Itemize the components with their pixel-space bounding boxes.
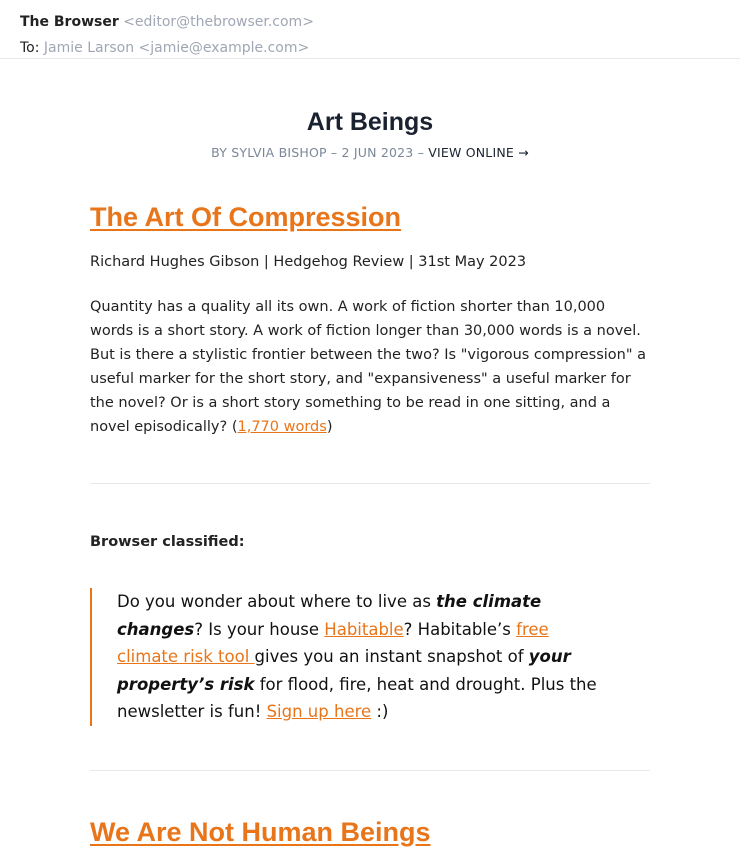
email-header bbox=[0, 0, 740, 59]
climate-risk-tool-link[interactable]: free climate risk tool bbox=[117, 619, 549, 666]
article-1 bbox=[90, 200, 650, 238]
divider bbox=[90, 483, 650, 484]
article-2-title-link[interactable]: We Are Not Human Beings bbox=[90, 816, 431, 847]
ad-text: ? Habitable’s bbox=[403, 619, 517, 639]
ad-text: for flood, fire, heat and drought. Plus the newsletter is fun! bbox=[117, 674, 597, 721]
article-1-title-link[interactable]: The Art Of Compression bbox=[90, 202, 402, 232]
ad-emphasis: your property’s risk bbox=[117, 647, 571, 694]
classified-label: Browser classified: bbox=[90, 534, 245, 550]
ad-emphasis: the climate changes bbox=[117, 592, 542, 639]
byline bbox=[90, 145, 650, 160]
article-1-summary bbox=[90, 295, 650, 439]
sender-email: <editor@thebrowser.com> bbox=[123, 14, 314, 30]
article-1-meta: Richard Hughes Gibson | Hedgehog Review | 31st May 2023 bbox=[90, 254, 527, 270]
view-online-link[interactable]: VIEW ONLINE → bbox=[428, 145, 529, 160]
summary-end: ) bbox=[326, 419, 333, 435]
byline-text: BY SYLVIA BISHOP – 2 JUN 2023 – bbox=[211, 145, 425, 160]
ad-text: gives you an instant snapshot of bbox=[254, 647, 529, 666]
ad-text: :) bbox=[371, 702, 389, 721]
to-row bbox=[20, 38, 720, 64]
ad-text: ? Is your house bbox=[194, 619, 325, 639]
recipient: Jamie Larson <jamie@example.com> bbox=[43, 40, 310, 56]
article-2 bbox=[90, 815, 650, 853]
summary-text: Quantity has a quality all its own. A work of fiction shorter than 10,000 words is a short story. A work of fiction longer than 30,000 words is a novel. But is there a stylistic frontier between the two? Is "vigorous compression" a useful marker for the short story, and "expansiveness" a useful marker for the novel? Or is a short story something to be read in one sitting, and a novel episodically? ( bbox=[90, 299, 647, 435]
divider bbox=[90, 770, 650, 771]
classified-ad bbox=[90, 588, 607, 726]
from-row bbox=[20, 12, 720, 38]
to-label: To: bbox=[20, 40, 40, 56]
sign-up-link[interactable]: Sign up here bbox=[266, 702, 372, 721]
word-count-link[interactable]: 1,770 words bbox=[237, 419, 327, 435]
habitable-link[interactable]: Habitable bbox=[324, 619, 404, 639]
newsletter-title: Art Beings bbox=[306, 108, 434, 136]
ad-text: Do you wonder about where to live as bbox=[117, 592, 437, 611]
newsletter-content bbox=[90, 107, 650, 853]
sender-name: The Browser bbox=[20, 14, 119, 30]
